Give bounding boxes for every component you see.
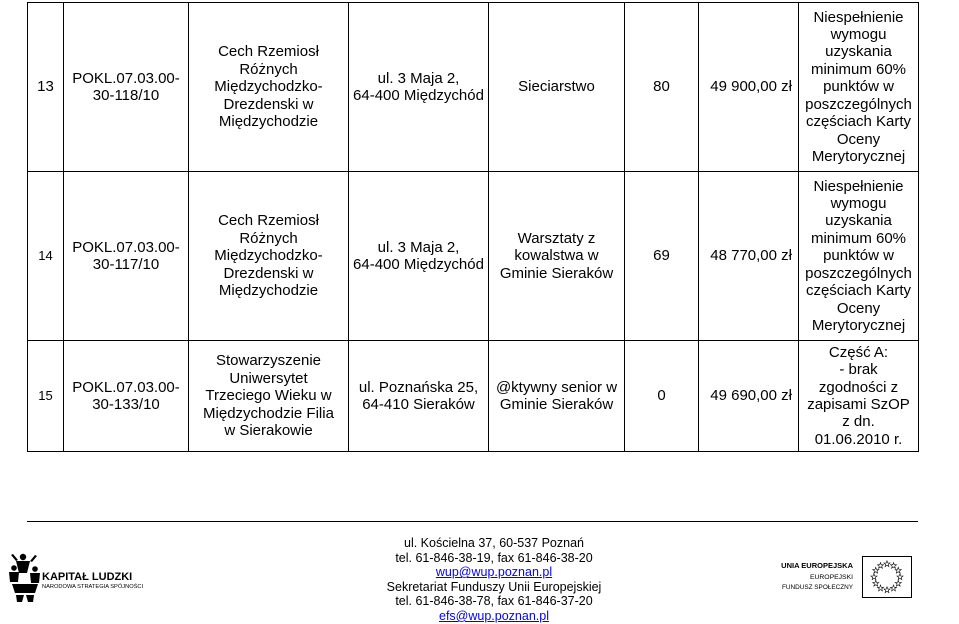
project-title-line: Sieciarstwo: [518, 78, 595, 96]
project-title: [489, 172, 625, 341]
rejection-reason-line: - brak: [839, 361, 878, 379]
wup-email-link[interactable]: wup@wup.poznan.pl: [435, 565, 553, 580]
rejection-reason-line: zapisami SzOP: [807, 396, 910, 413]
applicant-name: [189, 341, 349, 452]
rejection-reason-line: uzyskania: [825, 212, 892, 230]
eu-logo-text: [781, 561, 853, 592]
rejection-reason-line: częściach Karty: [805, 113, 912, 131]
rejection-reason-line: Niespełnienie: [813, 177, 904, 195]
applicant-address: [349, 172, 489, 341]
row-number: 15: [28, 341, 64, 452]
project-code: [64, 172, 189, 341]
rejection-reason-line: wymogu: [830, 26, 887, 44]
applicant-name-line: Różnych: [239, 60, 298, 78]
kapital-ludzki-subtitle: NARODOWA STRATEGIA SPÓJNOŚCI: [42, 584, 144, 590]
footer-department: Sekretariat Funduszy Unii Europejskiej: [386, 579, 602, 594]
kapital-ludzki-title: KAPITAŁ LUDZKI: [42, 571, 133, 583]
applicant-name-line: Cech Rzemiosł: [218, 212, 319, 230]
rejection-reason-line: Merytorycznej: [811, 316, 906, 334]
kapital-ludzki-logo: [8, 552, 150, 604]
kapital-ludzki-icon: [8, 553, 42, 603]
rejection-reason-line: Merytorycznej: [811, 147, 906, 165]
project-title: [489, 3, 625, 172]
footer-contact: [294, 536, 694, 624]
project-code-line: 30-117/10: [92, 256, 160, 273]
rejection-reason-line: z dn.: [842, 413, 875, 431]
points: 0: [625, 341, 699, 452]
project-code-line: POKL.07.03.00-: [72, 238, 180, 256]
eu-logo-line1: UNIA EUROPEJSKA: [781, 561, 853, 570]
rejection-reason-line: punktów w: [823, 78, 894, 96]
rejection-reason-line: Niespełnienie: [813, 8, 904, 26]
applicant-name-line: w Sierakowie: [224, 422, 313, 440]
applicant-name: [189, 3, 349, 172]
applicant-name: [189, 172, 349, 341]
project-code-line: POKL.07.03.00-: [72, 378, 180, 396]
eu-flag-icon: [862, 556, 912, 598]
applicant-address: [349, 341, 489, 452]
project-title-line: Warsztaty z: [517, 229, 596, 247]
applicant-address-line: 64-400 Międzychód: [353, 87, 484, 104]
applicant-name-line: Międzychodzie Filia: [203, 404, 334, 422]
amount: 48 770,00 zł: [699, 172, 799, 341]
applicant-name-line: Międzychodzko-: [214, 247, 323, 265]
project-title-line: Gminie Sieraków: [499, 396, 614, 413]
table-row: [28, 341, 919, 452]
applicant-name-line: Cech Rzemiosł: [218, 43, 319, 61]
applicant-name-line: Międzychodzie: [218, 113, 319, 131]
projects-table: [27, 2, 919, 452]
applicant-address: [349, 3, 489, 172]
rejection-reason: [799, 3, 919, 172]
efs-email-link[interactable]: efs@wup.poznan.pl: [439, 608, 549, 623]
applicant-name-line: Drezdenski w: [223, 264, 314, 282]
project-title: [489, 341, 625, 452]
rejection-reason: [799, 172, 919, 341]
rejection-reason-line: Część A:: [828, 343, 889, 361]
project-code-line: POKL.07.03.00-: [72, 69, 180, 87]
project-code: [64, 3, 189, 172]
applicant-name-line: Drezdenski w: [223, 95, 314, 113]
row-number: 13: [28, 3, 64, 172]
applicant-name-line: Trzeciego Wieku w: [205, 387, 332, 405]
rejection-reason-line: zgodności z: [818, 378, 899, 396]
footer-phone: tel. 61-846-38-19, fax 61-846-38-20: [395, 550, 593, 565]
footer-divider: [27, 521, 918, 522]
projects-table-body: [28, 3, 919, 452]
applicant-name-line: Międzychodzko-: [214, 78, 323, 96]
rejection-reason-line: minimum 60%: [810, 229, 907, 247]
rejection-reason-line: punktów w: [823, 247, 894, 265]
footer-department-email-line: [294, 609, 694, 624]
applicant-name-line: Stowarzyszenie: [215, 352, 322, 370]
applicant-name-line: Różnych: [239, 229, 298, 247]
project-code-line: 30-118/10: [92, 87, 160, 104]
points: 69: [625, 172, 699, 341]
amount: 49 900,00 zł: [699, 3, 799, 172]
applicant-name-line: Uniwersytet: [229, 369, 308, 387]
rejection-reason-line: Oceny: [836, 299, 881, 317]
points: 80: [625, 3, 699, 172]
applicant-name-line: Międzychodzie: [218, 282, 319, 300]
rejection-reason-line: 01.06.2010 r.: [814, 430, 903, 448]
rejection-reason-line: wymogu: [830, 195, 887, 213]
applicant-address-line: ul. 3 Maja 2,: [377, 69, 460, 87]
rejection-reason-line: częściach Karty: [805, 282, 912, 300]
rejection-reason-line: poszczególnych: [805, 95, 912, 113]
rejection-reason-line: Oceny: [836, 130, 881, 148]
applicant-address-line: ul. Poznańska 25,: [358, 378, 479, 396]
applicant-address-line: 64-400 Międzychód: [353, 256, 484, 273]
project-code: [64, 341, 189, 452]
project-code-line: 30-133/10: [92, 396, 160, 413]
footer-address: ul. Kościelna 37, 60-537 Poznań: [404, 536, 584, 550]
table-row: [28, 172, 919, 341]
applicant-address-line: 64-410 Sieraków: [362, 396, 475, 413]
rejection-reason-line: minimum 60%: [810, 60, 907, 78]
applicant-address-line: ul. 3 Maja 2,: [377, 238, 460, 256]
project-title-line: kowalstwa w: [514, 247, 599, 265]
rejection-reason-line: poszczególnych: [805, 264, 912, 282]
footer-department-phone: tel. 61-846-38-78, fax 61-846-37-20: [395, 594, 593, 609]
project-title-line: Gminie Sieraków: [499, 264, 614, 282]
row-number: 14: [28, 172, 64, 341]
eu-logo-line2: EUROPEJSKI: [809, 574, 853, 581]
project-title-line: @ktywny senior w: [495, 378, 618, 396]
amount: 49 690,00 zł: [699, 341, 799, 452]
eu-logo-line3: FUNDUSZ SPOŁECZNY: [781, 584, 853, 591]
eu-efs-logo: [760, 553, 915, 603]
footer-email-line: [294, 565, 694, 580]
rejection-reason: [799, 341, 919, 452]
table-row: [28, 3, 919, 172]
rejection-reason-line: uzyskania: [825, 43, 892, 61]
